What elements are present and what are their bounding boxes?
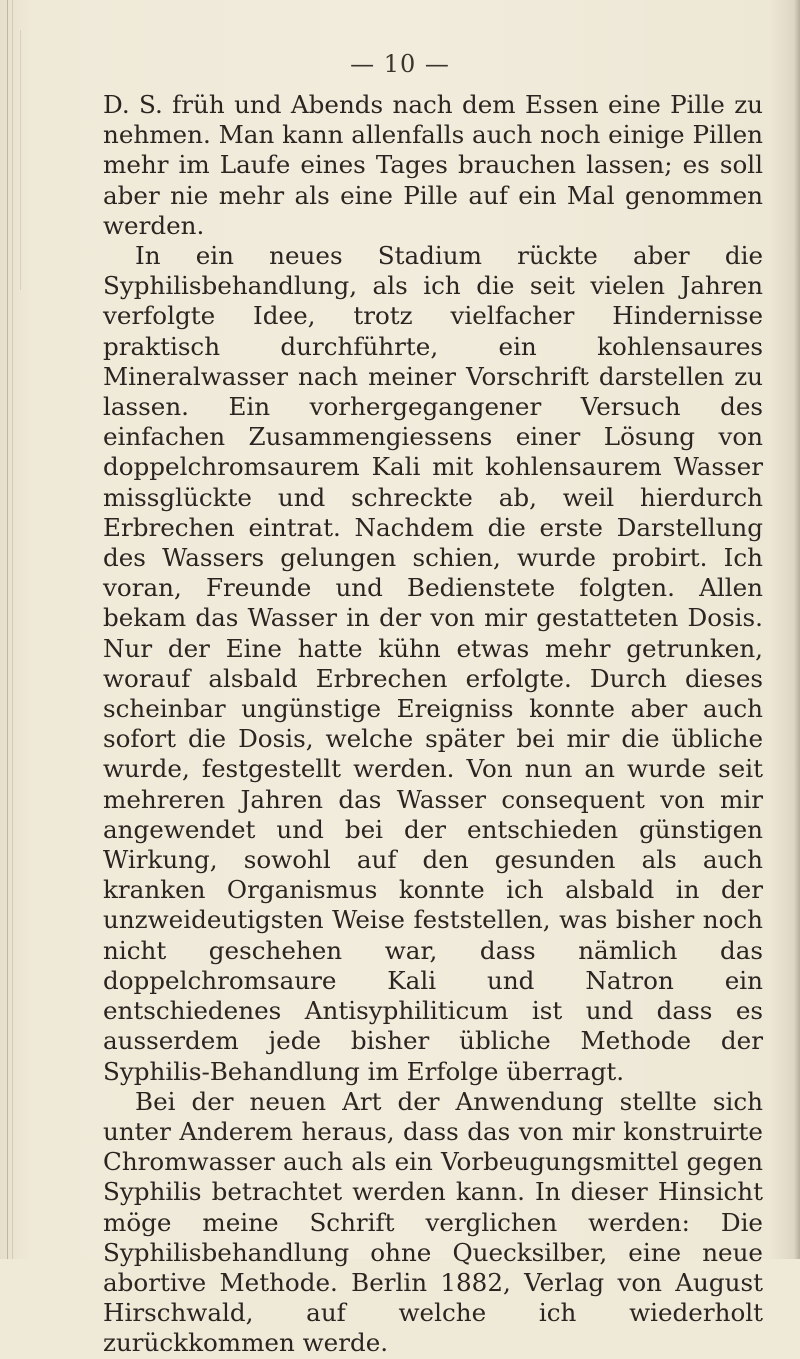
binding-edge-line	[7, 0, 8, 1259]
paragraph-2: In ein neues Stadium rückte aber die Syphilisbehandlung, als ich die seit vielen Jahren verfolgte Idee, trotz vielfacher Hindernisse praktisch durchführte, ein kohlensaures Mineralwasser nach meiner Vorschrift darstellen zu lassen. Ein vorhergegangener Versuch des einfachen Zusammengiessens einer Lösung von doppelchromsaurem Kali mit kohlensaurem Wasser missglückte und schreckte ab, weil hierdurch Erbrechen eintrat. Nachdem die erste Darstellung des Wassers gelungen schien, wurde probirt. Ich voran, Freunde und Bedienstete folgten. Allen bekam das Wasser in der von mir gestatteten Dosis. Nur der Eine hatte kühn etwas mehr getrunken, worauf alsbald Erbrechen erfolgte. Durch dieses scheinbar ungünstige Ereigniss konnte aber auch sofort die Dosis, welche später bei mir die übliche wurde, festgestellt werden. Von nun an wurde seit mehreren Jahren das Wasser consequent von mir angewendet und bei der entschieden günstigen Wirkung, sowohl auf den gesunden als auch kranken Organismus konnte ich alsbald in der unzweideutigsten Weise feststellen, was bisher noch nicht geschehen war, dass nämlich das doppelchromsaure Kali und Natron ein entschiedenes Antisyphiliticum ist und dass es ausserdem jede bisher übliche Methode der Syphilis-Behandlung im Erfolge überragt.	[103, 241, 763, 1086]
paragraph-3: Bei der neuen Art der Anwendung stellte sich unter Anderem heraus, dass das von mir konstruirte Chromwasser auch als ein Vorbeugungsmittel gegen Syphilis betrachtet werden kann. In dieser Hinsicht möge meine Schrift verglichen werden: Die Syphilisbehandlung ohne Quecksilber, eine neue abortive Methode. Berlin 1882, Verlag von August Hirschwald, auf welche ich wiederholt zurückkommen werde.	[103, 1086, 763, 1358]
page-edge-shadow	[794, 0, 800, 1259]
binding-edge-line	[12, 0, 13, 1259]
body-text	[103, 90, 763, 1359]
paragraph-1: D. S. früh und Abends nach dem Essen eine Pille zu nehmen. Man kann allenfalls auch noch einige Pillen mehr im Laufe eines Tages brauchen lassen; es soll aber nie mehr als eine Pille auf ein Mal genommen werden.	[103, 90, 763, 240]
page-number: — 10 —	[350, 50, 450, 78]
